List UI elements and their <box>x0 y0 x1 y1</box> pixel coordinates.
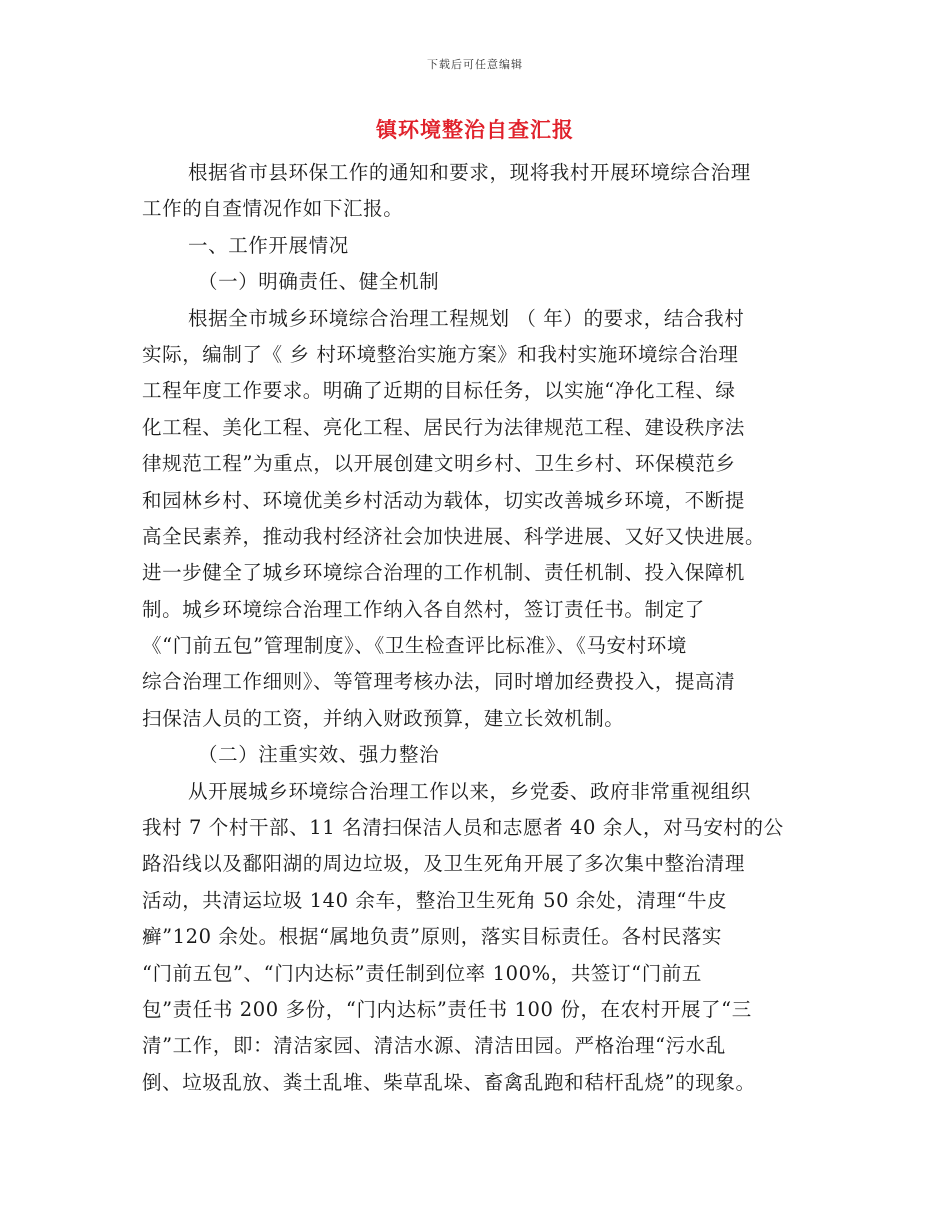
body-line: 路沿线以及鄱阳湖的周边垃圾，及卫生死角开展了多次集中整治清理 <box>142 852 746 876</box>
body-line: 扫保洁人员的工资，并纳入财政预算，建立长效机制。 <box>142 706 625 730</box>
body-line: 综合治理工作细则》、等管理考核办法，同时增加经费投入，提高清 <box>142 670 736 694</box>
document-title: 镇环境整治自查汇报 <box>376 117 574 142</box>
body-line: 一、工作开展情况 <box>188 233 349 257</box>
body-line: 实际，编制了《 乡 村环境整治实施方案》和我村实施环境综合治理 <box>142 342 739 366</box>
body-line: 我村 7 个村干部、11 名清扫保洁人员和志愿者 40 余人，对马安村的公 <box>142 816 784 840</box>
body-line: 制。城乡环境综合治理工作纳入各自然村，签订责任书。制定了 <box>142 597 705 621</box>
body-line: 根据全市城乡环境综合治理工程规划 （ 年）的要求，结合我村 <box>188 306 745 330</box>
body-line: 清”工作，即：清洁家园、清洁水源、清洁田园。严格治理“污水乱 <box>142 1034 726 1058</box>
body-line: 工作的自查情况作如下汇报。 <box>142 197 404 221</box>
body-line: 根据省市县环保工作的通知和要求，现将我村开展环境综合治理 <box>188 161 751 184</box>
body-line: 进一步健全了城乡环境综合治理的工作机制、责任机制、投入保障机 <box>142 561 746 585</box>
body-line: 活动，共清运垃圾 140 余车，整治卫生死角 50 余处，清理“牛皮 <box>142 888 728 912</box>
body-line: 律规范工程”为重点，以开展创建文明乡村、卫生乡村、环保模范乡 <box>142 452 736 476</box>
document-body <box>142 155 810 1101</box>
body-line: 癣”120 余处。根据“属地负责”原则，落实目标责任。各村民落实 <box>142 925 723 949</box>
body-line: 《“门前五包”管理制度》、《卫生检查评比标准》、《马安村环境 <box>142 634 687 658</box>
body-line: 从开展城乡环境综合治理工作以来，乡党委、政府非常重视组织 <box>188 779 751 803</box>
body-line: 化工程、美化工程、亮化工程、居民行为法律规范工程、建设秩序法 <box>142 415 746 439</box>
header-note: 下载后可任意编辑 <box>427 58 523 71</box>
body-line: （一）明确责任、健全机制 <box>198 270 440 294</box>
body-line: 高全民素养，推动我村经济社会加快进展、科学进展、又好又快进展。 <box>142 524 766 548</box>
body-line: 和园林乡村、环境优美乡村活动为载体，切实改善城乡环境，不断提 <box>142 488 746 512</box>
body-line: 工程年度工作要求。明确了近期的目标任务，以实施“净化工程、绿 <box>142 379 736 403</box>
body-line: （二）注重实效、强力整治 <box>198 743 440 767</box>
body-line: “门前五包”、“门内达标”责任制到位率 100%，共签订“门前五 <box>142 961 702 985</box>
body-line: 包”责任书 200 多份，“门内达标”责任书 100 份，在农村开展了“三 <box>142 997 752 1021</box>
body-line: 倒、垃圾乱放、粪土乱堆、柴草乱垛、畜禽乱跑和秸杆乱烧”的现象。 <box>142 1070 756 1094</box>
